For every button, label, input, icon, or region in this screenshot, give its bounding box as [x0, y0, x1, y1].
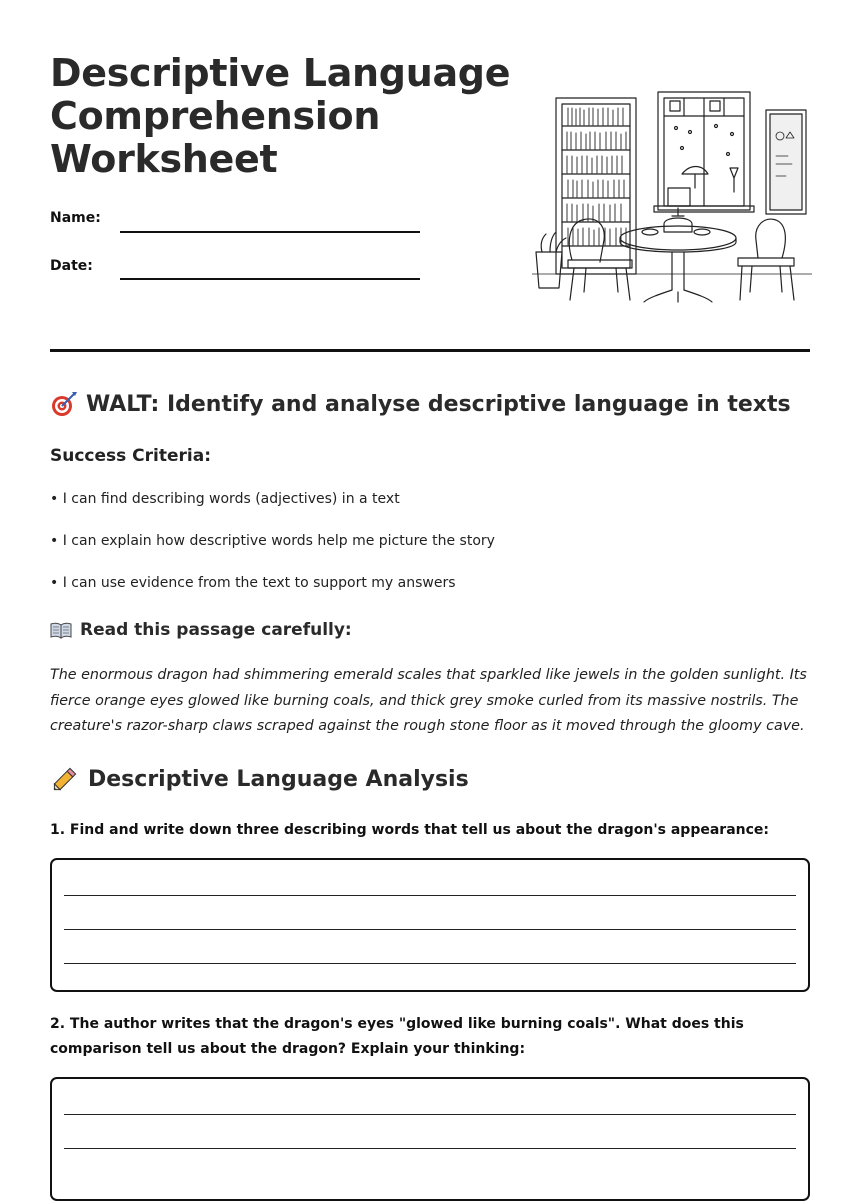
criteria-item: • I can explain how descriptive words help me picture the story: [50, 533, 495, 549]
writing-line: [64, 1114, 796, 1115]
name-answer-line[interactable]: [120, 231, 420, 233]
window-drawing: [654, 92, 754, 212]
date-field: [50, 258, 93, 274]
answer-box-1[interactable]: [50, 858, 810, 992]
criteria-item: • I can use evidence from the text to support my answers: [50, 575, 456, 591]
name-label: Name:: [50, 210, 101, 226]
question-2: 2. The author writes that the dragon's eyes "glowed like burning coals". What does this comparison tell us about the dragon? Explain your thinking:: [50, 1016, 744, 1057]
question-1: 1. Find and write down three describing words that tell us about the dragon's appearance:: [50, 822, 769, 838]
passage-text: The enormous dragon had shimmering emerald scales that sparkled like jewels in the golden sunlight. Its fierce orange eyes glowed like burning coals, and thick grey smoke curled from its massive nostrils. The creature's razor-sharp claws scraped against the rough stone floor as it moved through the gloomy cave.: [50, 667, 807, 734]
analysis-heading-text: Descriptive Language Analysis: [88, 766, 469, 792]
writing-line: [64, 1148, 796, 1149]
analysis-heading: [50, 764, 469, 794]
writing-line: [64, 895, 796, 896]
pencil-icon: [50, 764, 80, 794]
writing-line: [64, 929, 796, 930]
walt-heading: [50, 391, 791, 417]
bookshelf-drawing: [556, 98, 636, 274]
answer-box-2[interactable]: [50, 1077, 810, 1201]
passage-heading-text: Read this passage carefully:: [80, 620, 352, 640]
walt-text: WALT: Identify and analyse descriptive language in texts: [86, 391, 791, 417]
name-field: [50, 210, 101, 226]
library-room-illustration: [532, 88, 812, 310]
passage-heading: [50, 620, 352, 640]
writing-line: [64, 963, 796, 964]
open-book-icon: [50, 621, 72, 639]
criteria-item: • I can find describing words (adjectives) in a text: [50, 491, 400, 507]
table-drawing: [620, 208, 736, 302]
chair-right-drawing: [738, 219, 794, 300]
date-answer-line[interactable]: [120, 278, 420, 280]
success-criteria-title: Success Criteria:: [50, 446, 212, 466]
header-divider: [50, 349, 810, 352]
date-label: Date:: [50, 258, 93, 274]
worksheet-title: Descriptive Language Comprehension Worksheet: [50, 51, 511, 181]
target-dart-icon: [50, 391, 78, 417]
chalkboard-drawing: [766, 110, 806, 214]
